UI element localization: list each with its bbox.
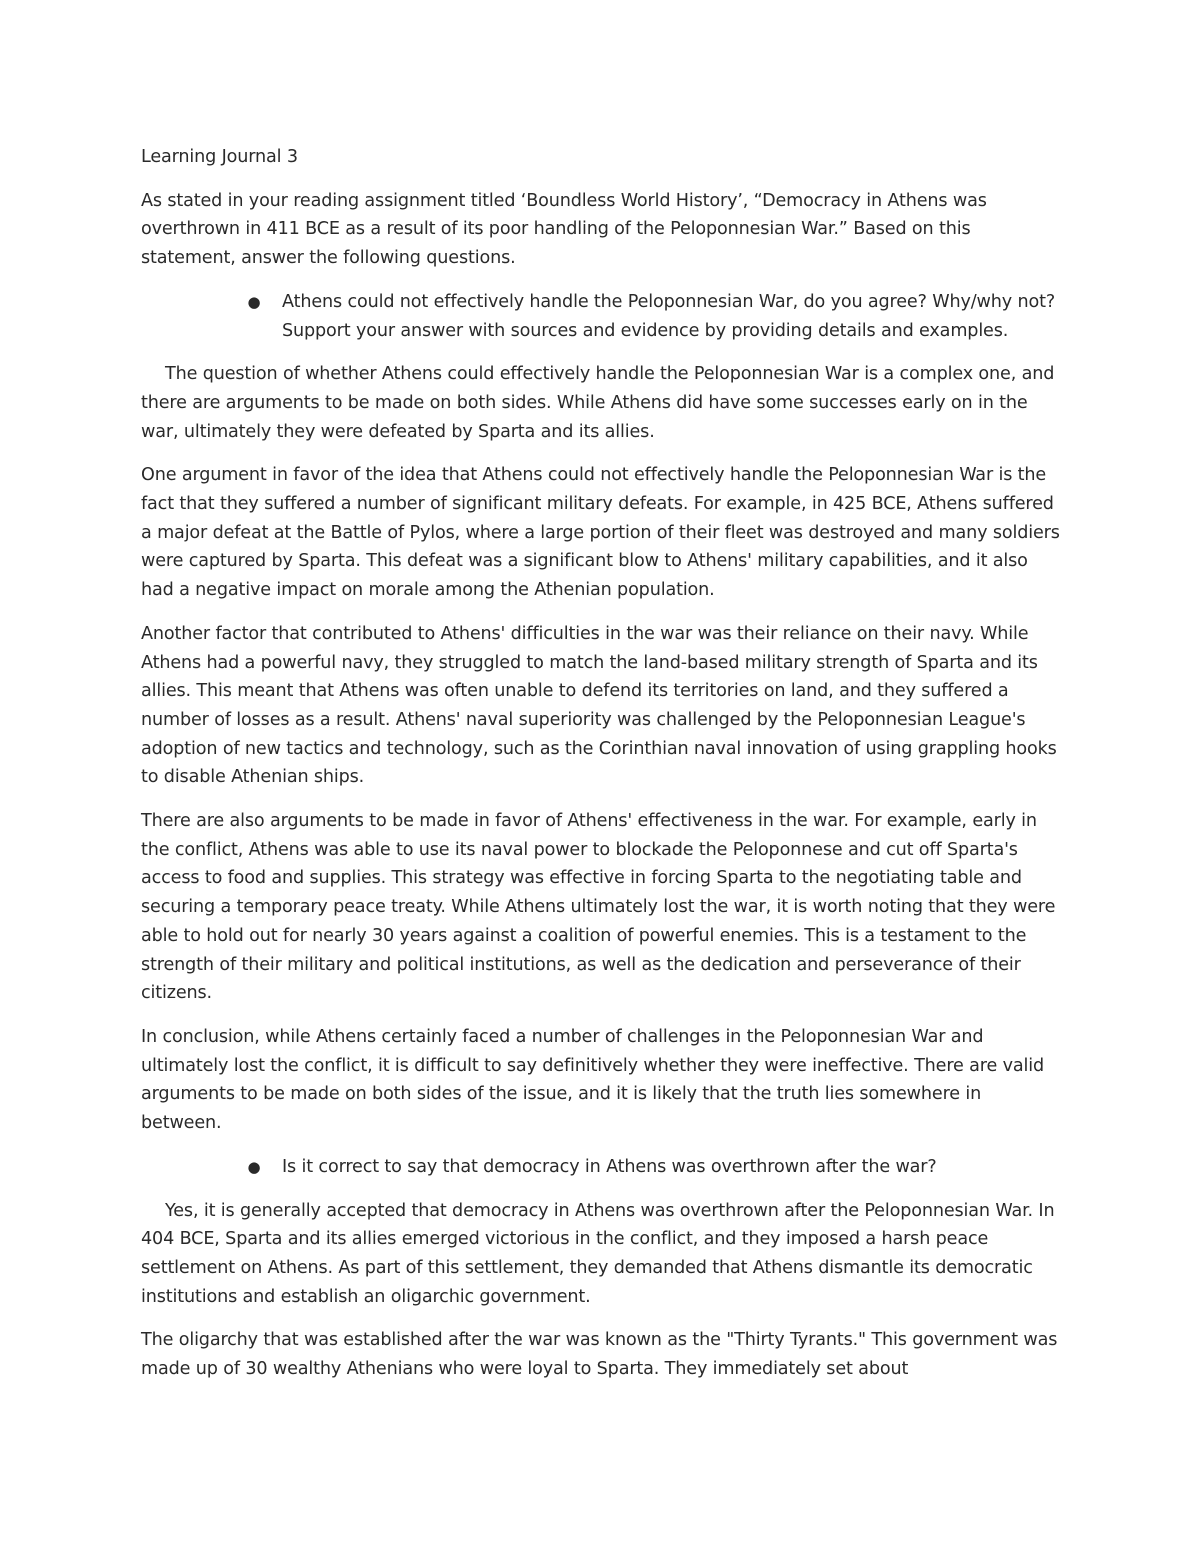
answer-1-paragraph-2: One argument in favor of the idea that Athens could not effectively handle the Peloponnesian War is the fact that they suffered a number of significant military defeats. For example, in 425 BCE, Athens suffered a major defeat at the Battle of Pylos, where a large portion of their fleet was destroyed and many soldiers were captured by Sparta. This defeat was a significant blow to Athens' military capabilities, and it also had a negative impact on morale among the Athenian population. [141, 465, 1060, 601]
bullet-icon: ● [247, 1157, 261, 1176]
question-2-text: Is it correct to say that democracy in Athens was overthrown after the war? [282, 1156, 937, 1177]
answer-1-paragraph-3: Another factor that contributed to Athens' difficulties in the war was their reliance on their navy. While Athens had a powerful navy, they struggled to match the land-based military strength of Sparta and its allies. This meant that Athens was often unable to defend its territories on land, and they suffered a number of losses as a result. Athens' naval superiority was challenged by the Peloponnesian League's adoption of new tactics and technology, such as the Corinthian naval innovation of using grappling hooks to disable Athenian ships. [141, 623, 1057, 788]
answer-2-paragraph-1: Yes, it is generally accepted that democracy in Athens was overthrown after the Peloponnesian War. In 404 BCE, Sparta and its allies emerged victorious in the conflict, and they imposed a harsh peace settlement on Athens. As part of this settlement, they demanded that Athens dismantle its democratic institutions and establish an oligarchic government. [141, 1200, 1055, 1307]
question-2-item [141, 1153, 1061, 1182]
question-1-item [141, 288, 1061, 345]
question-1-text: Athens could not effectively handle the Peloponnesian War, do you agree? Why/why not? Support your answer with sources and evidence by providing details and examples. [282, 291, 1056, 341]
document-title: Learning Journal 3 [141, 147, 298, 167]
document-body [141, 143, 1061, 1399]
answer-1-paragraph-4: There are also arguments to be made in favor of Athens' effectiveness in the war. For example, early in the conflict, Athens was able to use its naval power to blockade the Peloponnese and cut off Sparta's access to food and supplies. This strategy was effective in forcing Sparta to the negotiating table and securing a temporary peace treaty. While Athens ultimately lost the war, it is worth noting that they were able to hold out for nearly 30 years against a coalition of powerful enemies. This is a testament to the strength of their military and political institutions, as well as the dedication and perseverance of their citizens. [141, 811, 1056, 1004]
bullet-icon: ● [247, 292, 261, 311]
answer-2-paragraph-2: The oligarchy that was established after the war was known as the "Thirty Tyrants." This government was made up of 30 wealthy Athenians who were loyal to Sparta. They immediately set about [141, 1330, 1058, 1380]
answer-1-paragraph-1: The question of whether Athens could effectively handle the Peloponnesian War is a complex one, and there are arguments to be made on both sides. While Athens did have some successes early on in the war, ultimately they were defeated by Sparta and its allies. [141, 364, 1055, 442]
intro-paragraph: As stated in your reading assignment titled ‘Boundless World History’, “Democracy in Athens was overthrown in 411 BCE as a result of its poor handling of the Peloponnesian War.” Based on this statement, answer the following questions. [141, 190, 987, 269]
answer-1-paragraph-5: In conclusion, while Athens certainly faced a number of challenges in the Peloponnesian War and ultimately lost the conflict, it is difficult to say definitively whether they were ineffective. There are valid arguments to be made on both sides of the issue, and it is likely that the truth lies somewhere in between. [141, 1026, 1044, 1134]
